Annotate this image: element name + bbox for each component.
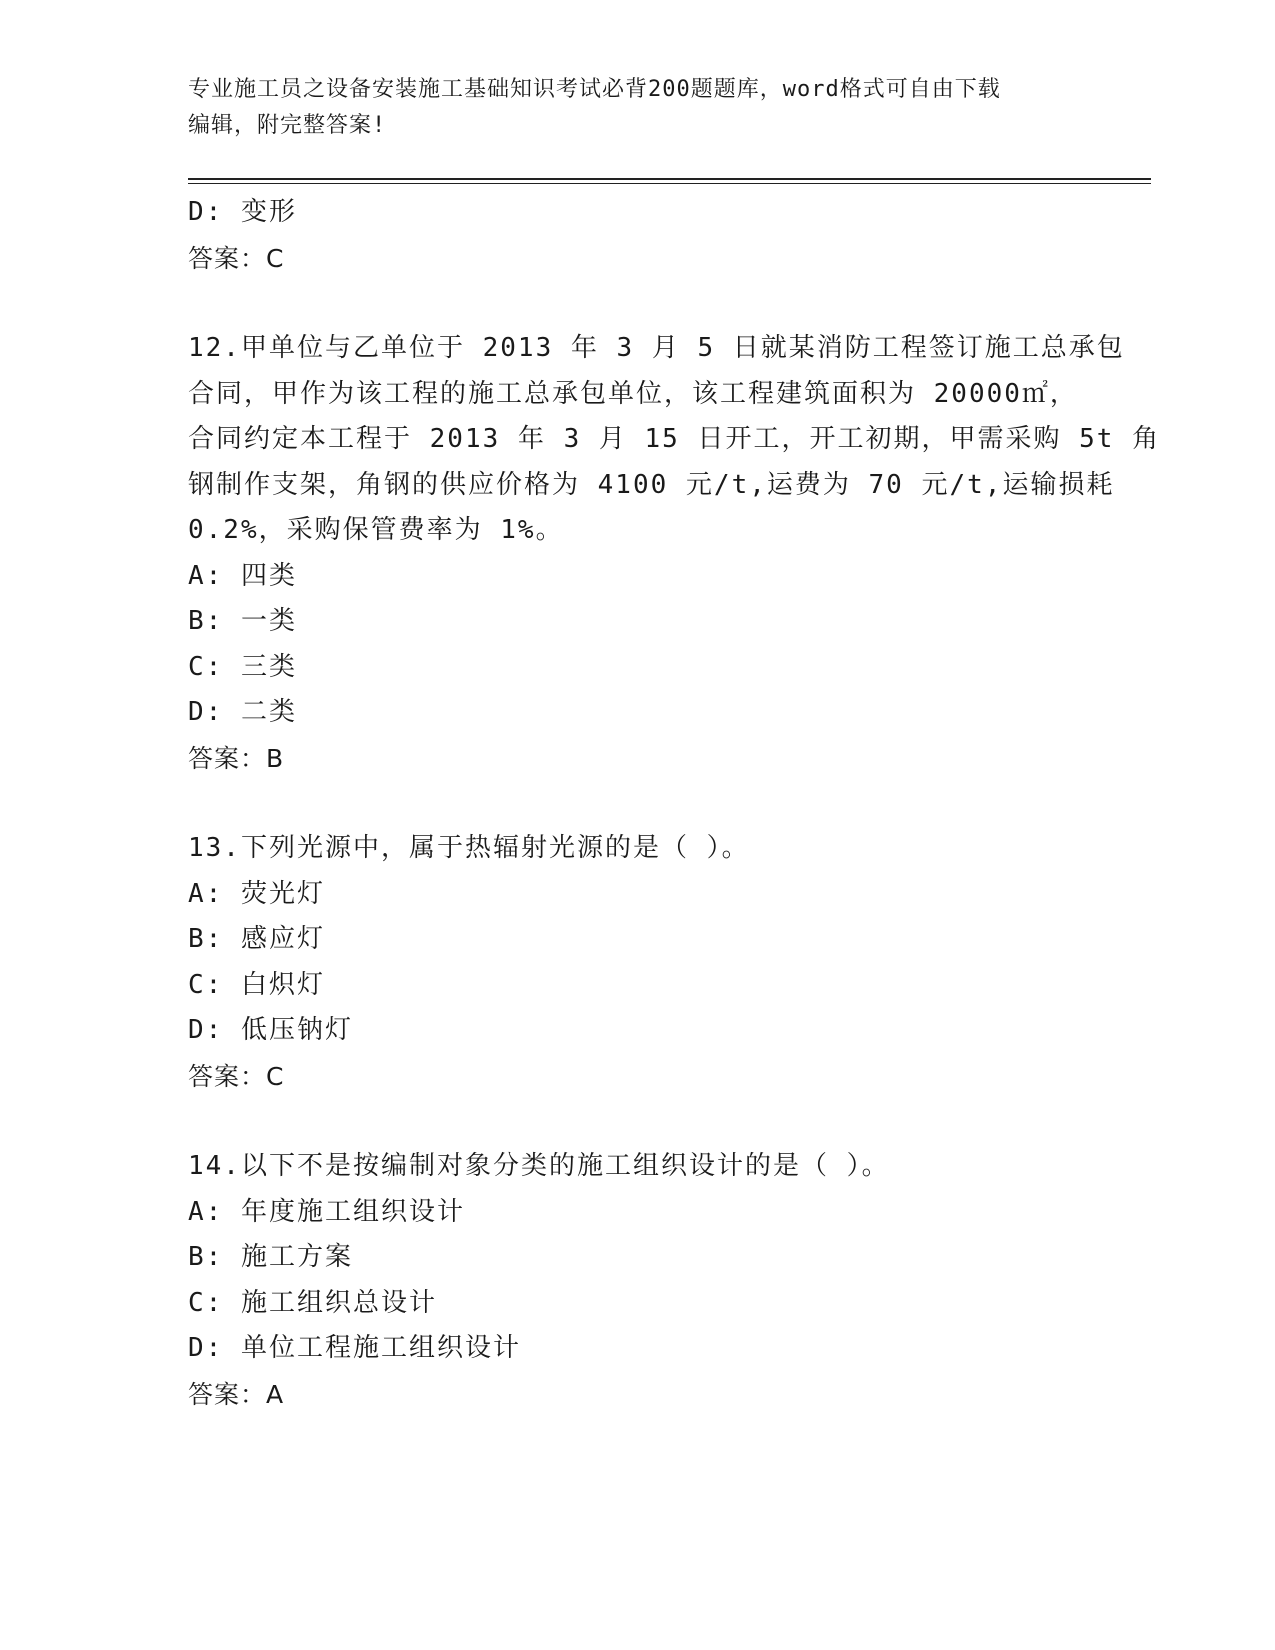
question-13-option-b: B: 感应灯 (188, 924, 325, 954)
prev-option-d: D: 变形 (188, 197, 297, 227)
question-14-line-1: 14.以下不是按编制对象分类的施工组织设计的是（ ）。 (188, 1151, 890, 1181)
question-12-option-a: A: 四类 (188, 560, 297, 591)
question-12 (188, 326, 1161, 781)
question-14-option-a: A: 年度施工组织设计 (188, 1196, 465, 1227)
question-14-option-c: C: 施工组织总设计 (188, 1287, 437, 1318)
question-13-option-c: C: 白炽灯 (188, 969, 325, 1000)
question-13-option-a: A: 荧光灯 (188, 878, 325, 909)
header-divider-thin (188, 183, 1151, 184)
question-13 (188, 826, 1068, 1099)
question-12-option-d: D: 二类 (188, 697, 297, 727)
header-divider-thick (188, 178, 1151, 180)
question-content (188, 190, 1161, 1417)
question-12-line-4: 钢制作支架，角钢的供应价格为 4100 元/t,运费为 70 元/t,运输损耗 (188, 469, 1115, 500)
spacer (188, 281, 1068, 326)
question-13-answer: 答案：C (188, 1061, 285, 1091)
question-13-option-d: D: 低压钠灯 (188, 1015, 353, 1045)
spacer (188, 1099, 1068, 1144)
page-header (188, 72, 1068, 144)
prev-answer: 答案：C (188, 243, 285, 273)
spacer (188, 781, 1068, 826)
question-12-option-c: C: 三类 (188, 651, 297, 682)
question-14-option-b: B: 施工方案 (188, 1242, 353, 1272)
question-14-answer: 答案：A (188, 1379, 285, 1409)
question-12-line-3: 合同约定本工程于 2013 年 3 月 15 日开工，开工初期，甲需采购 5t 角 (188, 424, 1161, 454)
header-line-1: 专业施工员之设备安装施工基础知识考试必背200题题库，word格式可自由下载 (188, 77, 1001, 102)
header-line-2: 编辑，附完整答案! (188, 113, 387, 138)
question-12-line-2: 合同，甲作为该工程的施工总承包单位，该工程建筑面积为 20000㎡， (188, 378, 1078, 409)
question-14-option-d: D: 单位工程施工组织设计 (188, 1333, 521, 1363)
question-12-line-5: 0.2%，采购保管费率为 1%。 (188, 515, 564, 545)
question-12-option-b: B: 一类 (188, 606, 297, 636)
question-13-line-1: 13.下列光源中，属于热辐射光源的是（ ）。 (188, 833, 750, 863)
question-12-line-1: 12.甲单位与乙单位于 2013 年 3 月 5 日就某消防工程签订施工总承包 (188, 333, 1125, 363)
question-14 (188, 1144, 1068, 1417)
question-12-answer: 答案：B (188, 743, 285, 773)
